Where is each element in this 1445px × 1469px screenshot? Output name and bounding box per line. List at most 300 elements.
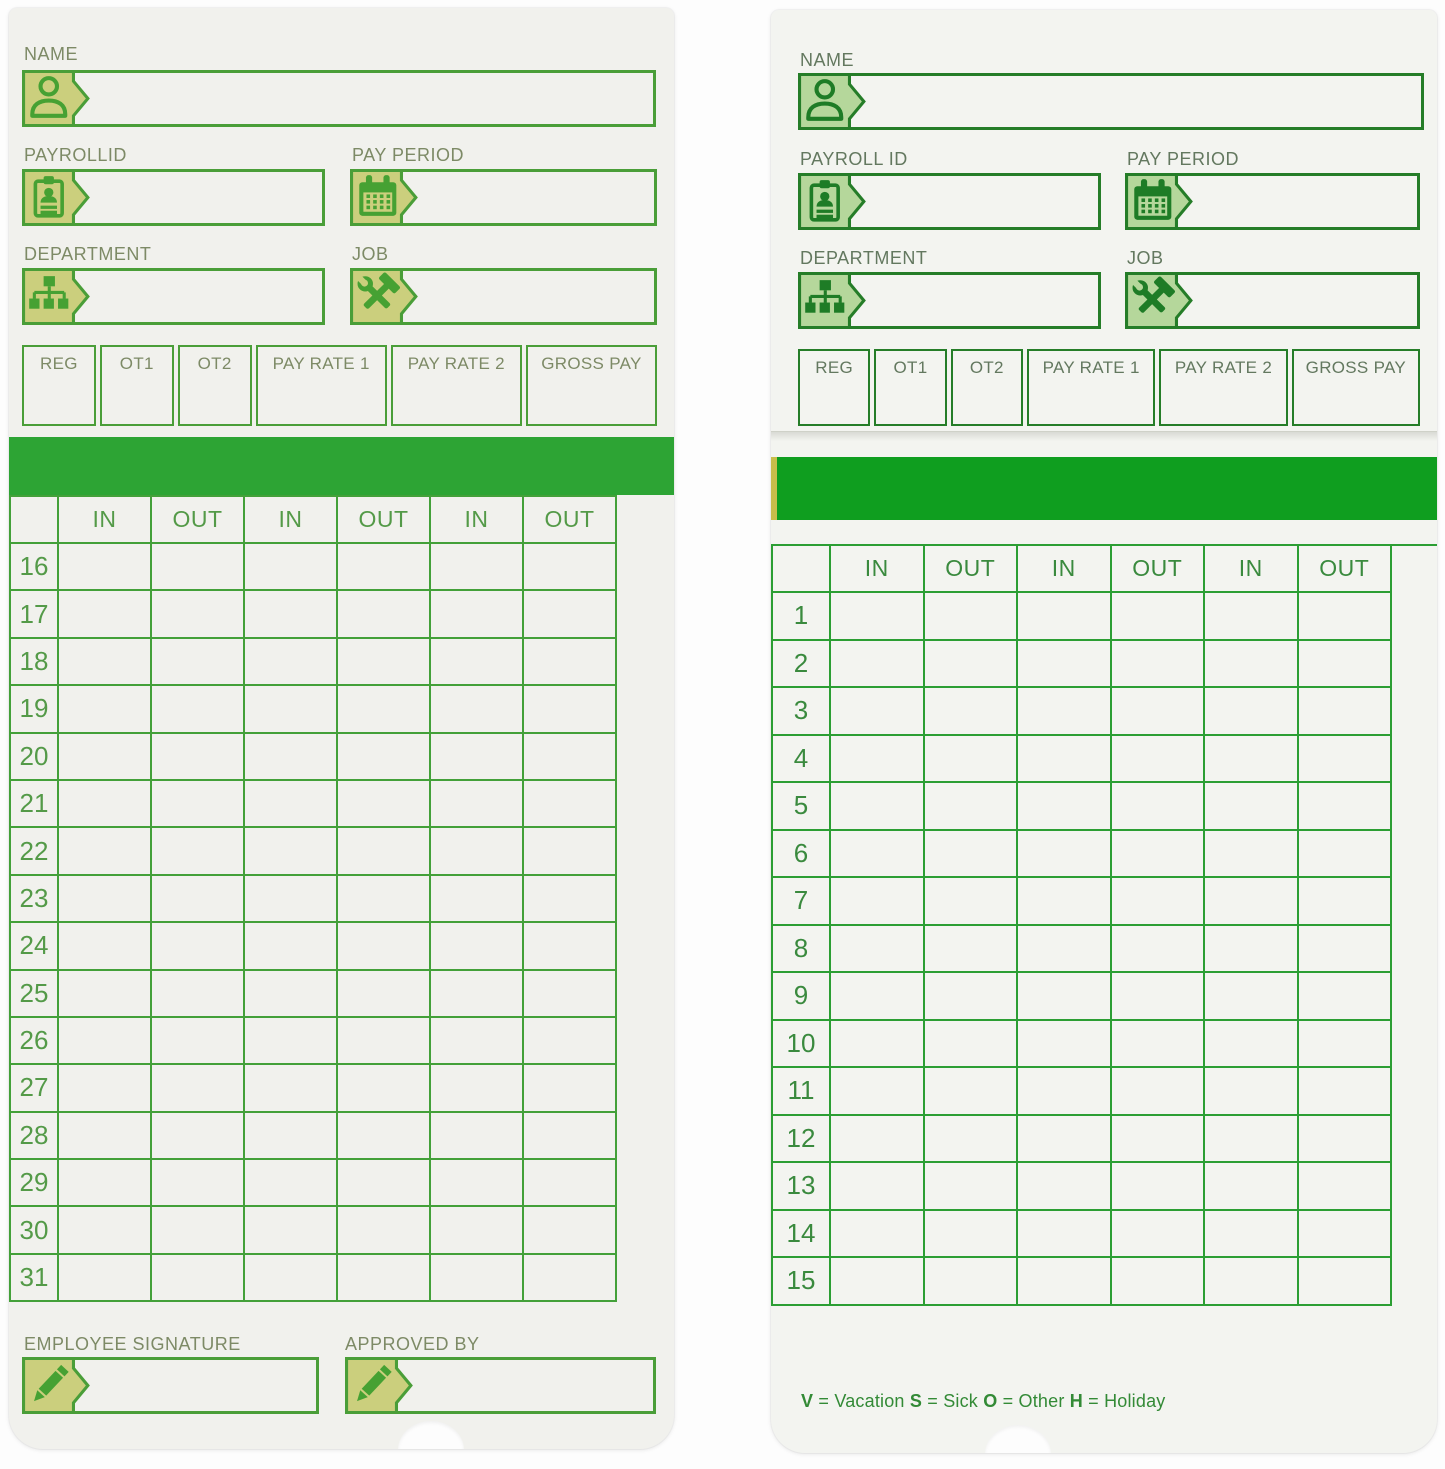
time-cell[interactable] [245,1018,338,1065]
time-cell[interactable] [524,591,617,638]
time-cell[interactable] [1018,1021,1112,1069]
time-cell[interactable] [152,1255,245,1302]
time-cell[interactable] [524,781,617,828]
time-cell[interactable] [1018,736,1112,784]
time-table-header-in: IN [59,497,152,544]
table-top-border-extension [1392,544,1437,546]
time-cell[interactable] [831,926,925,974]
time-cell[interactable] [524,876,617,923]
day-label-cell: 17 [11,591,59,638]
name-field[interactable] [22,70,656,127]
time-cell[interactable] [524,1160,617,1207]
pay-period-label: PAY PERIOD [1127,149,1240,169]
time-cell[interactable] [245,1160,338,1207]
time-table-header-out: OUT [1112,546,1206,593]
day-label-cell: 24 [11,923,59,970]
time-cell[interactable] [59,591,152,638]
day-label-cell: 5 [773,783,831,831]
time-cell[interactable] [925,1021,1019,1069]
time-cell[interactable] [59,876,152,923]
name-input[interactable] [97,73,653,124]
legend-item-S: S = Sick [909,1391,984,1411]
time-cell[interactable] [431,1065,524,1112]
payroll-id-label: PAYROLLID [24,145,127,165]
name-input[interactable] [873,76,1421,127]
time-cell[interactable] [925,1116,1019,1164]
time-cell[interactable] [1299,831,1393,879]
time-cell[interactable] [245,734,338,781]
time-cell[interactable] [152,971,245,1018]
time-cell[interactable] [1299,1258,1393,1306]
time-cell[interactable] [1205,736,1299,784]
approved-by-label: APPROVED BY [345,1334,480,1354]
day-label-cell: 3 [773,688,831,736]
time-cell[interactable] [1112,1116,1206,1164]
time-cell[interactable] [152,734,245,781]
payroll-id-field[interactable] [798,173,1101,230]
time-cell[interactable] [1112,1258,1206,1306]
summary-cell-pay-rate-1[interactable] [256,345,387,426]
time-cell[interactable] [431,876,524,923]
time-cell[interactable] [152,828,245,875]
legend-item-H: H = Holiday [1069,1391,1166,1411]
payroll-id-input[interactable] [97,172,322,223]
time-cell[interactable] [245,1207,338,1254]
time-cell[interactable] [59,734,152,781]
time-cell[interactable] [59,1207,152,1254]
time-cell[interactable] [245,876,338,923]
time-cell[interactable] [925,878,1019,926]
time-cell[interactable] [1205,831,1299,879]
time-cell[interactable] [59,639,152,686]
calendar-icon [350,169,420,226]
day-label-cell: 6 [773,831,831,879]
approved-by-field[interactable] [345,1357,656,1414]
time-cell[interactable] [1112,593,1206,641]
time-cell[interactable] [1018,641,1112,689]
time-table-header-out: OUT [524,497,617,544]
summary-header: OT2 [969,358,1004,377]
employee-signature-label: EMPLOYEE SIGNATURE [24,1334,241,1354]
time-cell[interactable] [1018,783,1112,831]
payroll-id-field[interactable] [22,169,325,226]
time-cell[interactable] [524,971,617,1018]
day-label-cell: 21 [11,781,59,828]
time-cell[interactable] [431,544,524,591]
time-cell[interactable] [338,734,431,781]
employee-signature-input[interactable] [97,1360,316,1411]
summary-cell-reg[interactable] [22,345,96,426]
time-cell[interactable] [1205,1021,1299,1069]
time-cell[interactable] [152,1018,245,1065]
time-cell[interactable] [524,1065,617,1112]
time-cell[interactable] [1205,973,1299,1021]
time-cell[interactable] [1018,688,1112,736]
time-cell[interactable] [524,639,617,686]
time-cell[interactable] [338,828,431,875]
time-cell[interactable] [245,923,338,970]
time-cell[interactable] [59,686,152,733]
time-cell[interactable] [245,544,338,591]
time-cell[interactable] [1018,973,1112,1021]
pay-period-label: PAY PERIOD [352,145,465,165]
time-cell[interactable] [431,923,524,970]
time-cell[interactable] [59,1160,152,1207]
time-cell[interactable] [1112,641,1206,689]
day-label-cell: 12 [773,1116,831,1164]
time-cell[interactable] [1299,926,1393,974]
time-cell[interactable] [831,641,925,689]
time-cell[interactable] [338,591,431,638]
time-table-corner-cell [773,546,831,593]
time-cell[interactable] [925,736,1019,784]
payroll-id-input[interactable] [873,176,1098,227]
time-cell[interactable] [338,1255,431,1302]
time-cell[interactable] [431,1160,524,1207]
time-cell[interactable] [1018,1068,1112,1116]
time-cell[interactable] [1018,1163,1112,1211]
time-cell[interactable] [1205,1163,1299,1211]
time-cell[interactable] [1205,878,1299,926]
time-cell[interactable] [524,1255,617,1302]
time-cell[interactable] [1299,1068,1393,1116]
summary-cell-ot1[interactable] [874,349,946,426]
pencil-icon [22,1357,92,1414]
time-cell[interactable] [152,876,245,923]
time-cell[interactable] [1018,926,1112,974]
time-cell[interactable] [431,1018,524,1065]
time-cell[interactable] [152,1207,245,1254]
time-cell[interactable] [524,1018,617,1065]
time-cell[interactable] [59,544,152,591]
job-field[interactable] [350,268,657,325]
department-field[interactable] [798,272,1101,329]
org-chart-icon [22,268,92,325]
time-cell[interactable] [1205,926,1299,974]
summary-header: GROSS PAY [1305,358,1406,377]
summary-cell-reg[interactable] [798,349,870,426]
time-cell[interactable] [831,1258,925,1306]
day-label-cell: 30 [11,1207,59,1254]
time-cell[interactable] [925,831,1019,879]
time-cell[interactable] [59,923,152,970]
employee-signature-field[interactable] [22,1357,319,1414]
time-cell[interactable] [59,1065,152,1112]
time-cell[interactable] [1018,593,1112,641]
time-cell[interactable] [245,1065,338,1112]
time-cell[interactable] [152,686,245,733]
tools-icon [1125,272,1195,329]
day-label-cell: 2 [773,641,831,689]
day-label-cell: 22 [11,828,59,875]
time-cell[interactable] [1112,831,1206,879]
time-cell[interactable] [925,1163,1019,1211]
org-chart-icon [798,272,868,329]
time-table-header-out: OUT [152,497,245,544]
summary-header: GROSS PAY [541,354,642,373]
time-cell[interactable] [831,831,925,879]
day-label-cell: 4 [773,736,831,784]
summary-cell-pay-rate-2[interactable] [391,345,522,426]
time-cell[interactable] [1299,1116,1393,1164]
time-cell[interactable] [338,1113,431,1160]
department-input[interactable] [97,271,322,322]
summary-cell-ot2[interactable] [951,349,1023,426]
time-cell[interactable] [1112,878,1206,926]
time-table [9,495,617,1302]
job-input[interactable] [425,271,654,322]
time-cell[interactable] [1112,736,1206,784]
summary-header: PAY RATE 2 [1174,358,1273,377]
pay-period-field[interactable] [1125,173,1420,230]
day-label-cell: 31 [11,1255,59,1302]
time-cell[interactable] [245,781,338,828]
time-cell[interactable] [831,973,925,1021]
time-cell[interactable] [831,783,925,831]
time-cell[interactable] [431,781,524,828]
time-cell[interactable] [925,593,1019,641]
time-cell[interactable] [1299,1021,1393,1069]
time-cell[interactable] [524,734,617,781]
time-cell[interactable] [431,639,524,686]
name-label: NAME [800,50,855,70]
summary-cell-ot1[interactable] [100,345,174,426]
summary-cell-pay-rate-1[interactable] [1027,349,1155,426]
time-cell[interactable] [1112,973,1206,1021]
time-cell[interactable] [524,544,617,591]
time-cell[interactable] [1299,973,1393,1021]
time-cell[interactable] [431,734,524,781]
time-cell[interactable] [524,828,617,875]
pay-period-input[interactable] [425,172,654,223]
time-cell[interactable] [1205,641,1299,689]
summary-header: REG [40,354,78,373]
person-icon [22,70,92,127]
day-label-cell: 11 [773,1068,831,1116]
time-cell[interactable] [831,878,925,926]
time-cell[interactable] [431,591,524,638]
day-label-cell: 19 [11,686,59,733]
pencil-icon [345,1357,415,1414]
time-cell[interactable] [152,1160,245,1207]
pay-period-input[interactable] [1200,176,1417,227]
time-cell[interactable] [925,926,1019,974]
time-cell[interactable] [152,923,245,970]
time-cell[interactable] [1299,783,1393,831]
time-cell[interactable] [831,736,925,784]
time-cell[interactable] [831,593,925,641]
time-table-header-in: IN [431,497,524,544]
person-icon [798,73,868,130]
time-cell[interactable] [1112,1163,1206,1211]
time-cell[interactable] [1205,1068,1299,1116]
time-cell[interactable] [831,1211,925,1259]
time-cell[interactable] [338,639,431,686]
time-cell[interactable] [1112,688,1206,736]
day-label-cell: 20 [11,734,59,781]
green-divider-bar [771,457,1437,520]
time-cell[interactable] [1205,688,1299,736]
time-cell[interactable] [1205,1116,1299,1164]
time-cell[interactable] [431,1113,524,1160]
pay-summary-row [22,345,657,426]
time-cell[interactable] [1112,1021,1206,1069]
time-cell[interactable] [524,686,617,733]
time-cell[interactable] [338,1160,431,1207]
time-cell[interactable] [152,1113,245,1160]
time-cell[interactable] [925,783,1019,831]
id-badge-icon [22,169,92,226]
time-card-front [771,10,1437,1453]
summary-cell-pay-rate-2[interactable] [1159,349,1287,426]
time-cell[interactable] [245,591,338,638]
time-cell[interactable] [1018,1258,1112,1306]
time-cell[interactable] [431,1207,524,1254]
time-cell[interactable] [152,591,245,638]
time-cell[interactable] [524,923,617,970]
time-cell[interactable] [1205,1211,1299,1259]
time-cell[interactable] [152,639,245,686]
day-label-cell: 7 [773,878,831,926]
time-cell[interactable] [245,1113,338,1160]
time-table-header-out: OUT [338,497,431,544]
time-cell[interactable] [245,971,338,1018]
day-label-cell: 9 [773,973,831,1021]
time-cell[interactable] [524,1113,617,1160]
time-cell[interactable] [59,1018,152,1065]
day-label-cell: 26 [11,1018,59,1065]
time-cell[interactable] [1299,1163,1393,1211]
time-cell[interactable] [1299,1211,1393,1259]
calendar-icon [1125,173,1195,230]
time-cell[interactable] [338,876,431,923]
time-cell[interactable] [1018,878,1112,926]
time-cell[interactable] [925,973,1019,1021]
time-cell[interactable] [152,1065,245,1112]
green-divider-bar [9,437,674,495]
job-label: JOB [352,244,389,264]
time-cell[interactable] [925,641,1019,689]
time-cell[interactable] [1018,1116,1112,1164]
summary-cell-ot2[interactable] [178,345,252,426]
time-cell[interactable] [59,828,152,875]
time-cell[interactable] [59,971,152,1018]
approved-by-input[interactable] [420,1360,653,1411]
department-field[interactable] [22,268,325,325]
time-cell[interactable] [245,686,338,733]
time-cell[interactable] [1112,1068,1206,1116]
time-cell[interactable] [1018,831,1112,879]
time-cell[interactable] [1205,1258,1299,1306]
time-cell[interactable] [831,688,925,736]
legend-item-O: O = Other [983,1391,1070,1411]
pay-period-field[interactable] [350,169,657,226]
time-cell[interactable] [925,1258,1019,1306]
department-label: DEPARTMENT [24,244,152,264]
day-label-cell: 25 [11,971,59,1018]
time-cell[interactable] [338,1207,431,1254]
time-cell[interactable] [338,544,431,591]
time-cell[interactable] [431,1255,524,1302]
time-table-header-out: OUT [925,546,1019,593]
time-cell[interactable] [831,1068,925,1116]
time-cell[interactable] [1112,783,1206,831]
day-label-cell: 1 [773,593,831,641]
time-cell[interactable] [831,1163,925,1211]
day-label-cell: 8 [773,926,831,974]
department-label: DEPARTMENT [800,248,928,268]
summary-cell-gross-pay[interactable] [1292,349,1420,426]
legend [801,1391,1166,1412]
under-card-edge [771,457,777,520]
time-cell[interactable] [1299,688,1393,736]
time-cell[interactable] [245,1255,338,1302]
time-table [771,544,1392,1306]
time-cell[interactable] [1299,593,1393,641]
time-cell[interactable] [59,1255,152,1302]
time-cell[interactable] [338,971,431,1018]
day-label-cell: 27 [11,1065,59,1112]
time-cell[interactable] [431,971,524,1018]
day-label-cell: 29 [11,1160,59,1207]
punch-notch [985,1425,1051,1453]
time-cell[interactable] [925,1068,1019,1116]
time-cell[interactable] [59,1113,152,1160]
summary-cell-gross-pay[interactable] [526,345,657,426]
time-table-header-in: IN [1205,546,1299,593]
time-cell[interactable] [1205,593,1299,641]
time-cell[interactable] [152,781,245,828]
time-cell[interactable] [338,1018,431,1065]
time-cell[interactable] [524,1207,617,1254]
time-cell[interactable] [831,1021,925,1069]
time-cell[interactable] [338,1065,431,1112]
time-cell[interactable] [1018,1211,1112,1259]
day-label-cell: 18 [11,639,59,686]
time-cell[interactable] [338,923,431,970]
time-cell[interactable] [1299,736,1393,784]
time-cell[interactable] [1299,878,1393,926]
time-cell[interactable] [59,781,152,828]
time-cell[interactable] [431,686,524,733]
summary-header: PAY RATE 1 [272,354,370,373]
time-cell[interactable] [431,828,524,875]
id-badge-icon [798,173,868,230]
job-field[interactable] [1125,272,1420,329]
time-cell[interactable] [1299,641,1393,689]
time-cell[interactable] [245,639,338,686]
summary-header: OT1 [119,354,154,373]
day-label-cell: 23 [11,876,59,923]
time-cell[interactable] [338,686,431,733]
tools-icon [350,268,420,325]
day-label-cell: 15 [773,1258,831,1306]
time-cell[interactable] [925,688,1019,736]
time-cell[interactable] [1112,926,1206,974]
time-cell[interactable] [1112,1211,1206,1259]
job-input[interactable] [1200,275,1417,326]
time-cell[interactable] [925,1211,1019,1259]
punch-notch [398,1421,464,1449]
department-input[interactable] [873,275,1098,326]
time-cell[interactable] [152,544,245,591]
time-cell[interactable] [338,781,431,828]
pay-summary-row [798,349,1420,426]
time-cell[interactable] [831,1116,925,1164]
time-cell[interactable] [1205,783,1299,831]
time-cell[interactable] [245,828,338,875]
name-field[interactable] [798,73,1424,130]
